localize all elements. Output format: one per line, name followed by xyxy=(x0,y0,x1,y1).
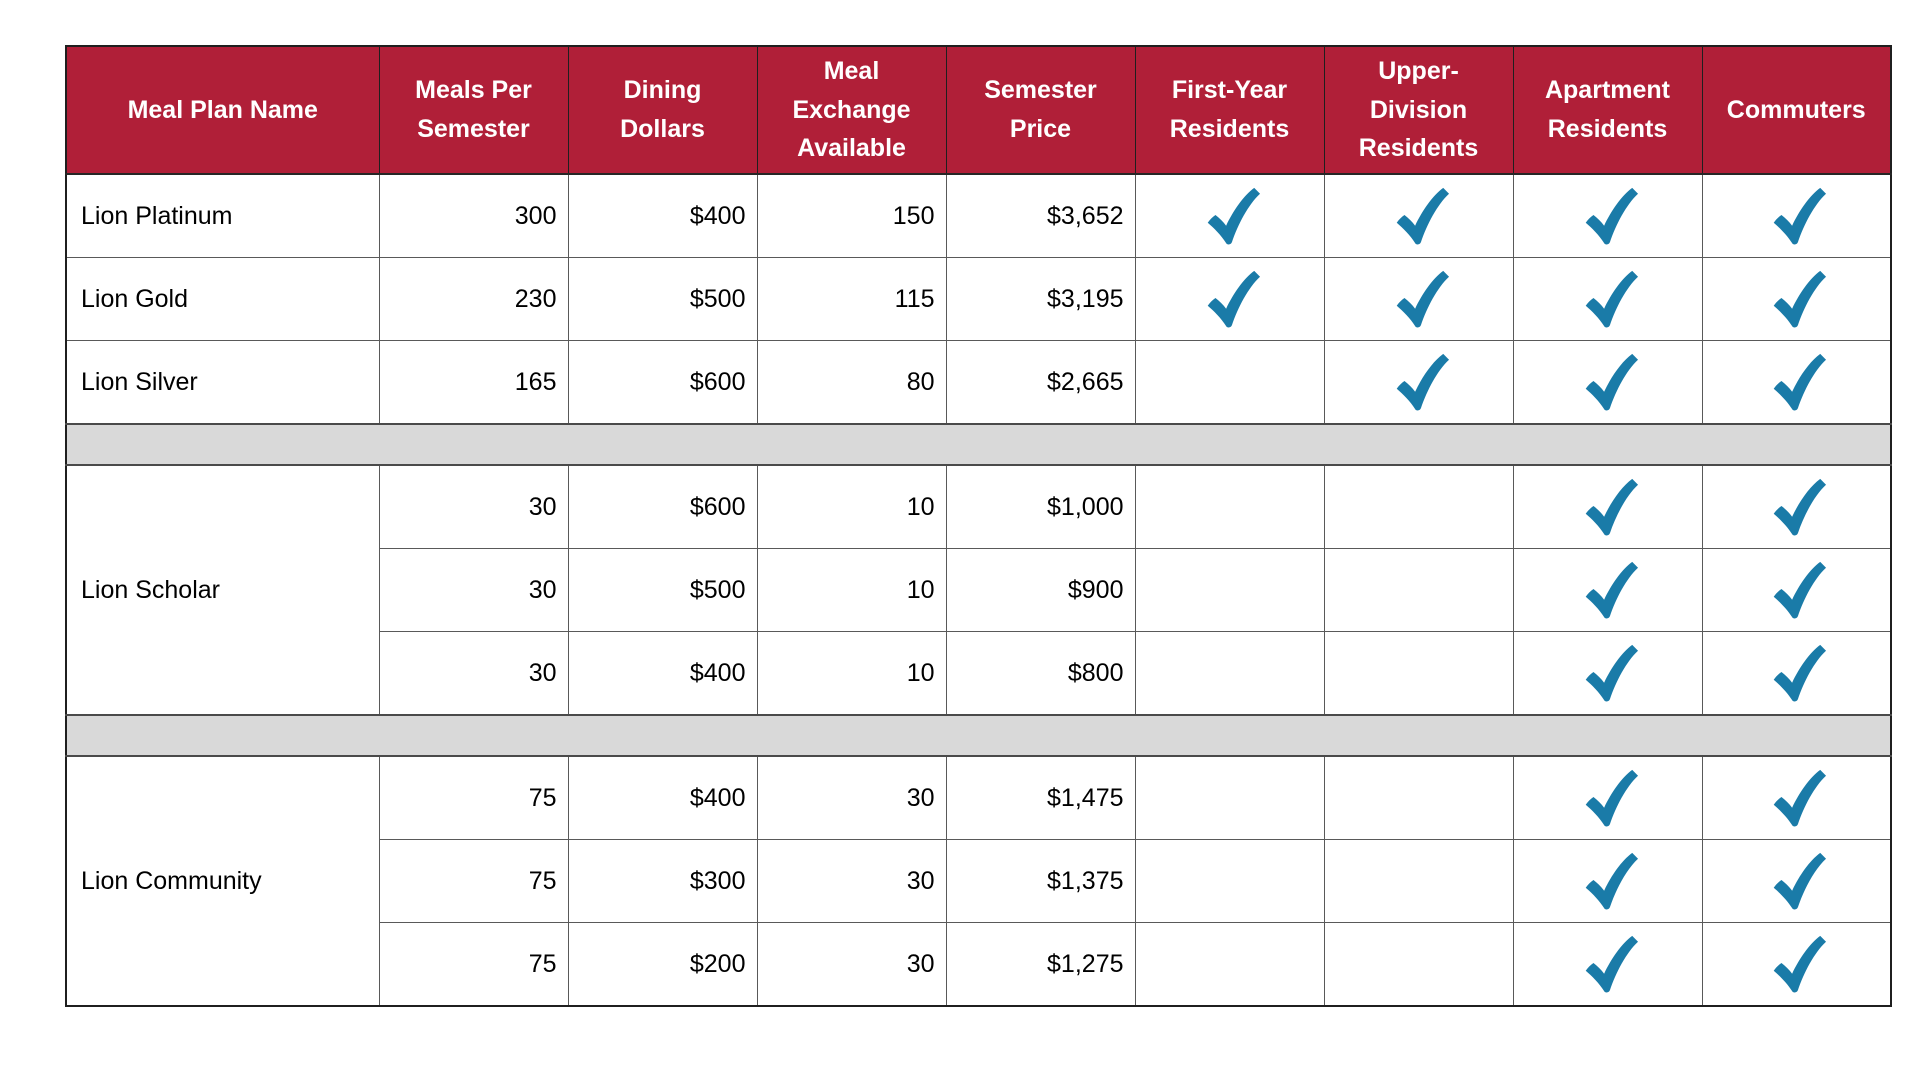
plan-name: Lion Community xyxy=(66,756,379,1006)
first-year-check-cell xyxy=(1135,465,1324,549)
dining-dollars-value: $400 xyxy=(568,632,757,716)
semester-price-value: $1,475 xyxy=(946,756,1135,840)
header-apartment: Apartment Residents xyxy=(1513,46,1702,174)
checkmark-icon xyxy=(1577,185,1639,247)
header-meal-exchange: Meal Exchange Available xyxy=(757,46,946,174)
apartment-check-cell xyxy=(1513,341,1702,425)
dining-dollars-value: $600 xyxy=(568,341,757,425)
checkmark-icon xyxy=(1388,268,1450,330)
meal-exchange-value: 10 xyxy=(757,632,946,716)
upper-division-check-cell xyxy=(1324,756,1513,840)
dining-dollars-value: $300 xyxy=(568,840,757,923)
semester-price-value: $1,000 xyxy=(946,465,1135,549)
checkmark-icon xyxy=(1577,850,1639,912)
checkmark-icon xyxy=(1765,268,1827,330)
upper-division-check-cell xyxy=(1324,341,1513,425)
apartment-check-cell xyxy=(1513,465,1702,549)
upper-division-check-cell xyxy=(1324,923,1513,1007)
header-first-year: First-Year Residents xyxy=(1135,46,1324,174)
header-dining-dollars: Dining Dollars xyxy=(568,46,757,174)
meals-value: 75 xyxy=(379,923,568,1007)
dining-dollars-value: $400 xyxy=(568,756,757,840)
upper-division-check-cell xyxy=(1324,258,1513,341)
semester-price-value: $3,652 xyxy=(946,174,1135,258)
separator-row xyxy=(66,424,1891,465)
separator-band xyxy=(66,715,1891,756)
table-row-scholar-1 xyxy=(66,465,1891,549)
upper-division-check-cell xyxy=(1324,174,1513,258)
first-year-check-cell xyxy=(1135,923,1324,1007)
upper-division-check-cell xyxy=(1324,549,1513,632)
dining-dollars-value: $600 xyxy=(568,465,757,549)
plan-name: Lion Gold xyxy=(66,258,379,341)
commuters-check-cell xyxy=(1702,840,1891,923)
table-row-community-1 xyxy=(66,756,1891,840)
checkmark-icon xyxy=(1577,642,1639,704)
table-row-gold xyxy=(66,258,1891,341)
separator-band xyxy=(66,424,1891,465)
first-year-check-cell xyxy=(1135,549,1324,632)
checkmark-icon xyxy=(1765,185,1827,247)
meal-plan-table-container xyxy=(65,45,1892,1007)
header-commuters: Commuters xyxy=(1702,46,1891,174)
header-row xyxy=(66,46,1891,174)
plan-name: Lion Silver xyxy=(66,341,379,425)
apartment-check-cell xyxy=(1513,923,1702,1007)
meal-exchange-value: 115 xyxy=(757,258,946,341)
meals-value: 75 xyxy=(379,840,568,923)
apartment-check-cell xyxy=(1513,549,1702,632)
meals-value: 165 xyxy=(379,341,568,425)
commuters-check-cell xyxy=(1702,341,1891,425)
first-year-check-cell xyxy=(1135,258,1324,341)
meal-exchange-value: 30 xyxy=(757,923,946,1007)
semester-price-value: $1,375 xyxy=(946,840,1135,923)
meal-exchange-value: 30 xyxy=(757,756,946,840)
meal-exchange-value: 80 xyxy=(757,341,946,425)
first-year-check-cell xyxy=(1135,756,1324,840)
apartment-check-cell xyxy=(1513,840,1702,923)
apartment-check-cell xyxy=(1513,756,1702,840)
checkmark-icon xyxy=(1765,476,1827,538)
dining-dollars-value: $500 xyxy=(568,549,757,632)
commuters-check-cell xyxy=(1702,258,1891,341)
meals-value: 30 xyxy=(379,549,568,632)
semester-price-value: $2,665 xyxy=(946,341,1135,425)
commuters-check-cell xyxy=(1702,465,1891,549)
meal-exchange-value: 150 xyxy=(757,174,946,258)
checkmark-icon xyxy=(1577,268,1639,330)
semester-price-value: $1,275 xyxy=(946,923,1135,1007)
semester-price-value: $800 xyxy=(946,632,1135,716)
apartment-check-cell xyxy=(1513,632,1702,716)
apartment-check-cell xyxy=(1513,258,1702,341)
checkmark-icon xyxy=(1577,767,1639,829)
checkmark-icon xyxy=(1765,850,1827,912)
header-semester-price: Semester Price xyxy=(946,46,1135,174)
first-year-check-cell xyxy=(1135,341,1324,425)
table-row-silver xyxy=(66,341,1891,425)
meals-value: 230 xyxy=(379,258,568,341)
apartment-check-cell xyxy=(1513,174,1702,258)
upper-division-check-cell xyxy=(1324,465,1513,549)
checkmark-icon xyxy=(1388,185,1450,247)
header-meal-plan-name: Meal Plan Name xyxy=(66,46,379,174)
meal-plans-table xyxy=(65,45,1892,1007)
plan-name: Lion Scholar xyxy=(66,465,379,715)
dining-dollars-value: $400 xyxy=(568,174,757,258)
header-meals-per-semester: Meals Per Semester xyxy=(379,46,568,174)
meal-exchange-value: 10 xyxy=(757,549,946,632)
meals-value: 300 xyxy=(379,174,568,258)
upper-division-check-cell xyxy=(1324,840,1513,923)
meals-value: 30 xyxy=(379,465,568,549)
meals-value: 75 xyxy=(379,756,568,840)
plan-name: Lion Platinum xyxy=(66,174,379,258)
checkmark-icon xyxy=(1765,642,1827,704)
header-upper-division: Upper-Division Residents xyxy=(1324,46,1513,174)
upper-division-check-cell xyxy=(1324,632,1513,716)
first-year-check-cell xyxy=(1135,174,1324,258)
table-row-platinum xyxy=(66,174,1891,258)
checkmark-icon xyxy=(1765,351,1827,413)
checkmark-icon xyxy=(1577,351,1639,413)
checkmark-icon xyxy=(1199,185,1261,247)
meal-exchange-value: 10 xyxy=(757,465,946,549)
first-year-check-cell xyxy=(1135,632,1324,716)
commuters-check-cell xyxy=(1702,923,1891,1007)
separator-row xyxy=(66,715,1891,756)
meal-exchange-value: 30 xyxy=(757,840,946,923)
checkmark-icon xyxy=(1388,351,1450,413)
semester-price-value: $900 xyxy=(946,549,1135,632)
checkmark-icon xyxy=(1765,767,1827,829)
dining-dollars-value: $500 xyxy=(568,258,757,341)
checkmark-icon xyxy=(1577,559,1639,621)
semester-price-value: $3,195 xyxy=(946,258,1135,341)
checkmark-icon xyxy=(1577,476,1639,538)
first-year-check-cell xyxy=(1135,840,1324,923)
commuters-check-cell xyxy=(1702,756,1891,840)
dining-dollars-value: $200 xyxy=(568,923,757,1007)
commuters-check-cell xyxy=(1702,174,1891,258)
checkmark-icon xyxy=(1765,559,1827,621)
checkmark-icon xyxy=(1765,933,1827,995)
commuters-check-cell xyxy=(1702,549,1891,632)
meals-value: 30 xyxy=(379,632,568,716)
checkmark-icon xyxy=(1577,933,1639,995)
commuters-check-cell xyxy=(1702,632,1891,716)
checkmark-icon xyxy=(1199,268,1261,330)
